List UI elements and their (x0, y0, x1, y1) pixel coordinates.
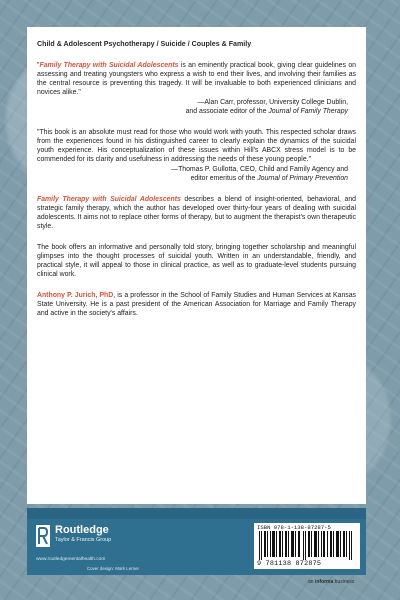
review-2: "This book is an absolute must read for those who would work with youth. This respected scholar draws from the experiences found in his distinguished career to clearly explain the dynamics of the suicidal youth experience. His conceptualization of these issues within Hill's ABCX stress model is to be commended for its clarity and usefulness in addressing the needs of these young people." (37, 129, 356, 163)
informa-credit (308, 579, 354, 585)
publisher-group: Taylor & Francis Group (55, 537, 112, 543)
description-1-text: describes a blend of insight-oriented, behavioral, and strategic family therapy, which the author has developed over thirty-four years of dealing with suicidal adolescents. It aims not to replace other forms of therapy, but to augment the therapist's own therapeutic style. (37, 196, 356, 230)
informa-brand: informa (314, 579, 334, 585)
author-bio (37, 291, 356, 318)
review-1-attribution-1: —Alan Carr, professor, University College Dublin, (197, 99, 348, 106)
footer-strip (27, 508, 366, 519)
review-2-attr-prefix: editor emeritus of the (190, 175, 258, 182)
review-2-attribution-2 (37, 174, 356, 183)
review-2-attribution-1: —Thomas P. Gullotta, CEO, Child and Family Agency and (171, 166, 348, 173)
author-name: Anthony P. Jurich, PhD (37, 292, 114, 299)
barcode-icon (257, 531, 357, 560)
category-line: Child & Adolescent Psychotherapy / Suicide / Couples & Family (37, 40, 252, 48)
review-1-text: is an eminently practical book, giving clear guidelines on assessing and treating youngsters who express a wish to end their lives, and involving their families as the central resource is preventing this tragedy. It will be invaluable to both experienced clinicians and novices alike." (37, 62, 356, 96)
cover-design-credit: Cover design: Mark Lerner (87, 566, 139, 571)
barcode-area (254, 523, 360, 569)
review-1-book-title: Family Therapy with Suicidal Adolescents (39, 62, 179, 69)
barcode-number: 9 781138 872875 (257, 560, 322, 568)
informa-prefix: an (308, 579, 315, 585)
routledge-logo-icon (36, 525, 50, 547)
text-panel (27, 27, 366, 504)
description-book-title: Family Therapy with Suicidal Adolescents (37, 196, 181, 203)
review-1: "Family Therapy with Suicidal Adolescents is an eminently practical book, giving clear guidelines on assessing and treating youngsters who express a wish to end their lives, and involving their families as the central resource is preventing this tragedy. It will be invaluable to both experienced clinicians and novices alike." (37, 62, 356, 96)
isbn-text: ISBN 978-1-138-87287-5 (257, 524, 331, 531)
review-1-attribution-2 (37, 107, 356, 116)
review-2-journal: Journal of Primary Prevention (257, 175, 348, 182)
informa-suffix: business (333, 579, 355, 585)
review-1-attr-prefix: and associate editor of the (185, 108, 269, 115)
publisher-footer (27, 519, 366, 575)
publisher-name: Routledge (55, 524, 109, 536)
author-bio-text: , is a professor in the School of Family Studies and Human Services at Kansas State University. He is a past president of the American Association for Marriage and Family Therapy and active in the society's affairs. (37, 292, 357, 317)
review-1-journal: Journal of Family Therapy (268, 108, 348, 115)
description-2: The book offers an informative and personally told story, bringing together scholarship and meaningful glimpses into the thought processes of suicidal youth. Written in an understandable, friendly, and practical style, it will appeal to those in clinical practice, as well as to graduate-level students pursuing clinical work. (37, 244, 356, 278)
publisher-url: www.routledgementalhealth.com (36, 557, 106, 562)
description-1 (37, 195, 356, 231)
